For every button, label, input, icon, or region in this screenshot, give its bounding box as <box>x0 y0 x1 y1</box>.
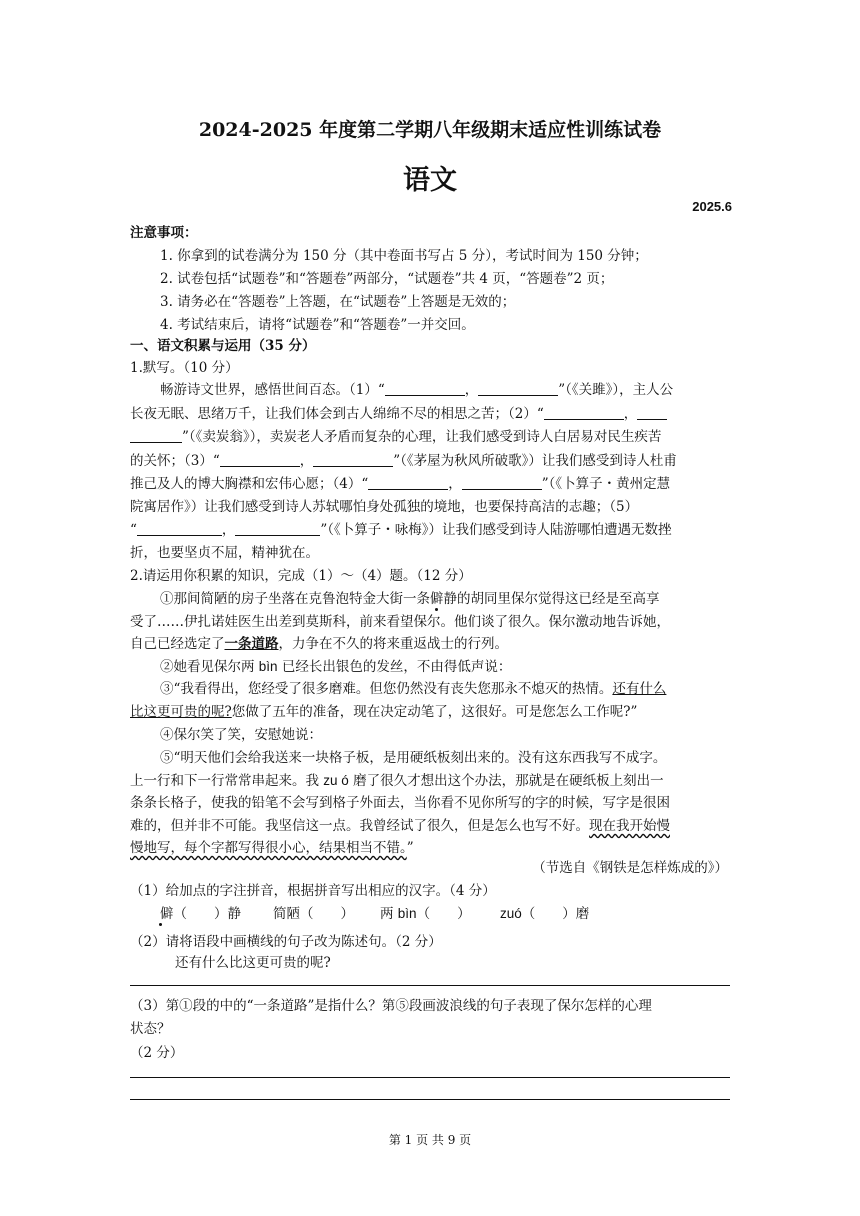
subject-title: 语文 <box>403 165 457 196</box>
q1-line: 的关怀；（3）“ ， ”（《茅屋为秋风所破歌》）让我们感受到诗人杜甫 <box>130 453 677 469</box>
answer-line[interactable] <box>130 1077 730 1078</box>
passage-line: 受了……伊扎诺娃医生出差到莫斯科，前来看望保尔。他们谈了很久。保尔激动地告诉她， <box>130 614 670 630</box>
passage-line: 上一行和下一行常常串起来。我 zu ó 磨了很久才想出这个办法，那就是在硬纸板上刻出一 <box>130 773 664 789</box>
subquestion-1: （1）给加点的字注拼音，根据拼音写出相应的汉字。（4 分） <box>130 883 496 899</box>
pinyin-item: zuó（ ）磨 <box>500 906 590 922</box>
underlined-sentence: 还有什么 <box>612 681 667 697</box>
notes-item: 1. 你拿到的试卷满分为 150 分（其中卷面书写占 5 分），考试时间为 150 分钟； <box>160 248 648 264</box>
passage-line: 自己已经选定了一条道路，力争在不久的将来重返战士的行列。 <box>130 636 508 652</box>
answer-blank[interactable] <box>137 521 222 536</box>
passage-line: 比这更可贵的呢?您做了五年的准备，现在决定动笔了，这很好。可是您怎么工作呢?” <box>130 704 638 720</box>
question-2-label: 2.请运用你积累的知识，完成（1）～（4）题。（12 分） <box>130 568 472 584</box>
passage-line: 难的，但并非不可能。我坚信这一点。我曾经试了很久，但是怎么也写不好。现在我开始慢 <box>130 818 670 834</box>
answer-line[interactable] <box>130 985 730 986</box>
q1-line: 院寓居作》）让我们感受到诗人苏轼哪怕身处孤独的境地，也要保持高洁的志趣；（5） <box>130 499 639 515</box>
q1-line: “ ， ”（《卜算子・咏梅》）让我们感受到诗人陆游哪怕遭遇无数挫 <box>130 522 672 538</box>
q1-line: ”（《卖炭翁》），卖炭老人矛盾而复杂的心理，让我们感受到诗人白居易对民生疾苦 <box>130 425 661 445</box>
subquestion-2: （2）请将语段中画横线的句子改为陈述句。（2 分） <box>130 934 442 950</box>
exam-date: 2025.6 <box>692 199 732 214</box>
section-heading: 一、语文积累与运用（35 分） <box>130 338 316 354</box>
answer-blank[interactable] <box>235 521 320 536</box>
notes-item: 2. 试卷包括“试题卷”和“答题卷”两部分，“试题卷”共 4 页，“答题卷”2 页； <box>160 271 614 287</box>
pinyin-item: 简陋（ ） <box>273 906 354 922</box>
answer-blank[interactable] <box>313 452 393 467</box>
answer-blank[interactable] <box>462 475 542 490</box>
pinyin-item: 两 bìn（ ） <box>380 906 471 922</box>
bold-underlined-phrase: 一条道路 <box>224 636 279 652</box>
wavy-underlined-sentence: 现在我开始慢 <box>589 818 670 834</box>
dotted-char: 僻 <box>430 591 444 607</box>
q1-line: 畅游诗文世界，感悟世间百态。（1）“ ， ”（《关雎》），主人公 <box>160 382 674 398</box>
answer-blank[interactable] <box>637 405 667 420</box>
answer-blank[interactable] <box>544 405 624 420</box>
underlined-sentence: 比这更可贵的呢? <box>130 704 232 720</box>
answer-blank[interactable] <box>368 475 448 490</box>
page-number: 第 1 页 共 9 页 <box>388 1133 472 1147</box>
passage-line: 条条长格子，使我的铅笔不会写到格子外面去，当你看不见你所写的字的时候，写字是很困 <box>130 795 670 811</box>
q1-line: 折，也要坚贞不屈，精神犹在。 <box>130 545 319 561</box>
subquestion-3: （3）第①段的中的“一条道路”是指什么？第⑤段画波浪线的句子表现了保尔怎样的心理 <box>130 998 652 1014</box>
passage-line: ①那间简陋的房子坐落在克鲁泡特金大街一条僻静的胡同里保尔觉得这已经是至高享 <box>160 591 660 607</box>
passage-line: 慢地写，每个字都写得很小心，结果相当不错。” <box>130 840 414 856</box>
wavy-underlined-sentence: 慢地写，每个字都写得很小心，结果相当不错。 <box>130 840 407 856</box>
answer-blank[interactable] <box>385 381 465 396</box>
passage-line: ④保尔笑了笑，安慰她说： <box>160 727 322 743</box>
answer-blank[interactable] <box>220 452 300 467</box>
notes-item: 4. 考试结束后，请将“试题卷”和“答题卷”一并交回。 <box>160 317 475 333</box>
notes-item: 3. 请务必在“答题卷”上答题，在“试题卷”上答题是无效的； <box>160 294 516 310</box>
subquestion-2-sentence: 还有什么比这更可贵的呢? <box>175 955 331 971</box>
passage-line: ②她看见保尔两 bìn 已经长出银色的发丝，不由得低声说： <box>160 659 512 675</box>
subquestion-3-points: （2 分） <box>130 1045 184 1061</box>
answer-blank[interactable] <box>478 381 558 396</box>
q1-line: 长夜无眠、思绪万千，让我们体会到古人绵绵不尽的相思之苦；（2）“ ， <box>130 402 667 422</box>
notes-heading: 注意事项： <box>130 225 198 241</box>
passage-line: ⑤“明天他们会给我送来一块格子板，是用硬纸板刻出来的。没有这东西我写不成字。 <box>160 750 667 766</box>
question-1-label: 1.默写。（10 分） <box>130 360 239 376</box>
pinyin-item: 僻（ ）静 <box>160 906 241 922</box>
passage-source: （节选自《钢铁是怎样炼成的》） <box>532 860 728 876</box>
q1-line: 推己及人的博大胸襟和宏伟心愿；（4）“ ， ”（《卜算子・黄州定慧 <box>130 476 671 492</box>
passage-line: ③“我看得出，您经受了很多磨难。但您仍然没有丧失您那永不熄灭的热情。还有什么 <box>160 681 667 697</box>
answer-blank[interactable] <box>130 428 182 443</box>
answer-line[interactable] <box>130 1099 730 1100</box>
subquestion-3: 状态？ <box>130 1021 171 1037</box>
exam-title: 2024-2025 年度第二学期八年级期末适应性训练试卷 <box>198 119 662 141</box>
